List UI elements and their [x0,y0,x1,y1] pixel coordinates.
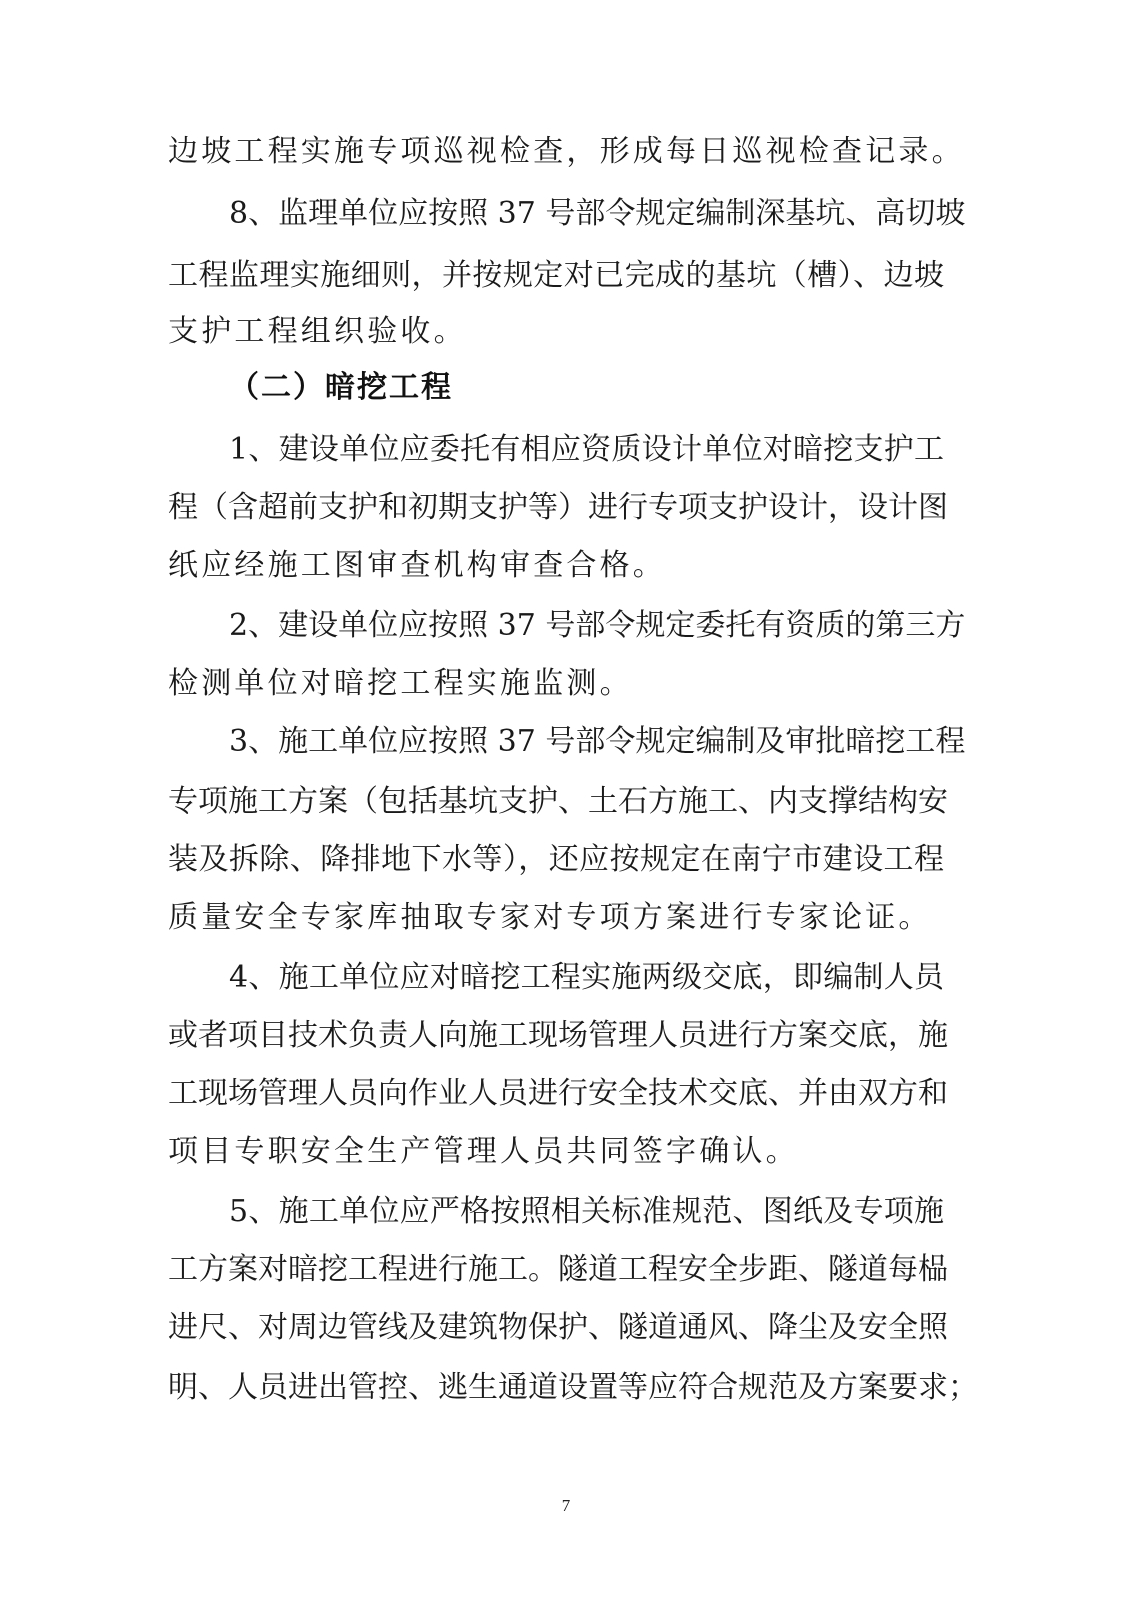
paragraph-line: 工方案对暗挖工程进行施工。隧道工程安全步距、隧道每榀 [168,1252,948,1287]
paragraph-line: 质量安全专家库抽取专家对专项方案进行专家论证。 [168,900,932,935]
paragraph-line: 2、建设单位应按照 37 号部令规定委托有资质的第三方 [229,608,966,643]
paragraph-line: 边坡工程实施专项巡视检查，形成每日巡视检查记录。 [168,134,965,169]
paragraph-line: 进尺、对周边管线及建筑物保护、隧道通风、降尘及安全照 [168,1310,948,1345]
paragraph-line: 项目专职安全生产管理人员共同签字确认。 [168,1134,799,1169]
paragraph-line: 工现场管理人员向作业人员进行安全技术交底、并由双方和 [168,1076,948,1111]
paragraph-line: 8、监理单位应按照 37 号部令规定编制深基坑、高切坡 [229,196,966,231]
paragraph-line: 5、施工单位应严格按照相关标准规范、图纸及专项施 [229,1194,944,1229]
paragraph-line: 检测单位对暗挖工程实施监测。 [168,666,633,701]
paragraph-line: 纸应经施工图审查机构审查合格。 [168,548,666,583]
paragraph-line: 工程监理实施细则，并按规定对已完成的基坑（槽）、边坡 [168,258,944,293]
paragraph-line: 3、施工单位应按照 37 号部令规定编制及审批暗挖工程 [229,724,966,759]
paragraph-line: 1、建设单位应委托有相应资质设计单位对暗挖支护工 [229,432,944,467]
paragraph-line: 4、施工单位应对暗挖工程实施两级交底，即编制人员 [229,960,944,995]
paragraph-line: 支护工程组织验收。 [168,314,467,349]
paragraph-line: 装及拆除、降排地下水等），还应按规定在南宁市建设工程 [168,842,944,877]
paragraph-line: 专项施工方案（包括基坑支护、土石方施工、内支撑结构安 [168,784,948,819]
section-heading: （二）暗挖工程 [229,370,453,405]
paragraph-line: 明、人员进出管控、逃生通道设置等应符合规范及方案要求； [168,1370,978,1405]
paragraph-line: 或者项目技术负责人向施工现场管理人员进行方案交底，施 [168,1018,948,1053]
paragraph-line: 程（含超前支护和初期支护等）进行专项支护设计，设计图 [168,490,948,525]
page-number: 7 [561,1496,571,1515]
